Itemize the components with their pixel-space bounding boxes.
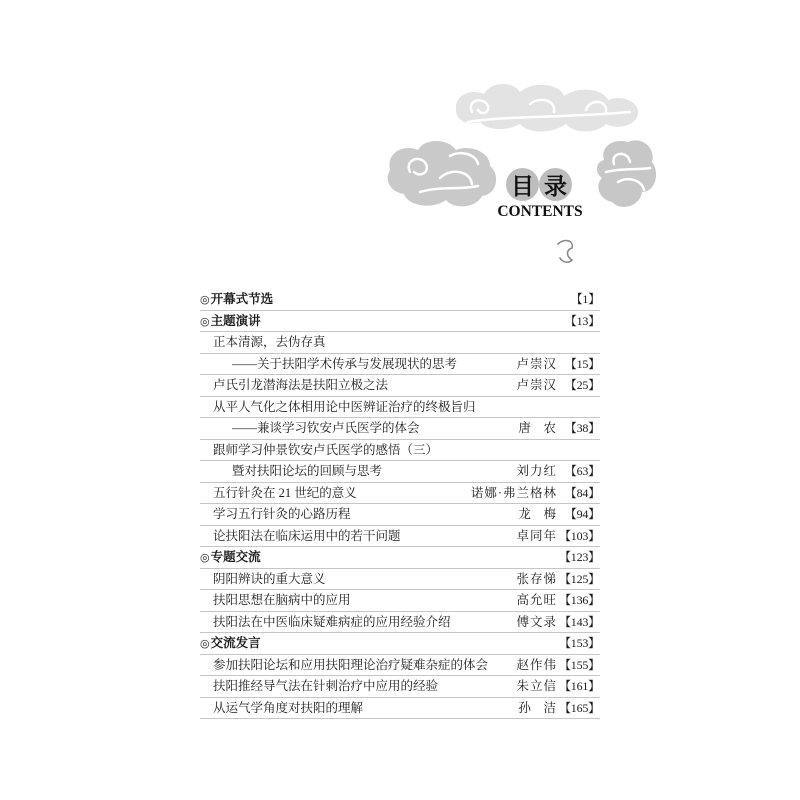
toc-page-number: 【1】: [570, 292, 600, 306]
toc-section-row: [200, 547, 600, 569]
toc-entry-row: [200, 440, 600, 462]
toc-page-number: 【136】: [558, 593, 600, 607]
toc-page-number: 【161】: [558, 679, 600, 693]
toc-entry-title: 五行针灸在 21 世纪的意义: [213, 485, 357, 500]
toc-section-title: 主题演讲: [210, 312, 261, 328]
toc-section-title: 交流发言: [210, 635, 261, 650]
toc-entry-title: 跟师学习仲景钦安卢氏医学的感悟（三）: [213, 442, 439, 457]
toc-section-heading: [200, 289, 273, 311]
toc-entry-row: [200, 676, 600, 698]
title-char: 录: [539, 168, 572, 201]
toc-entry-row: [200, 526, 600, 548]
toc-entry-row: [200, 590, 600, 612]
toc-entry-title: 扶阳法在中医临床疑难病症的应用经验介绍: [213, 614, 451, 629]
toc-entry-author: 朱立信: [516, 679, 557, 693]
cloud-top-icon: [456, 84, 638, 132]
toc-section-title: 开幕式节选: [210, 291, 274, 306]
toc-page-number: 【123】: [558, 550, 600, 564]
toc-entry-author: 卓同年: [516, 528, 557, 543]
toc-entry-title: 论扶阳法在临床运用中的若干问题: [213, 528, 401, 543]
toc-entry-title: 参加扶阳论坛和应用扶阳理论治疗疑难杂症的体会: [213, 657, 489, 672]
toc-page-number: 【103】: [558, 528, 600, 543]
toc-entry-author: 刘力红: [516, 464, 557, 478]
toc-page-number: 【165】: [558, 700, 600, 715]
toc-entry-title: 学习五行针灸的心路历程: [213, 507, 351, 521]
toc-entry-row: [200, 612, 600, 634]
toc-entry-title: 扶阳推经导气法在针刺治疗中应用的经验: [213, 679, 439, 693]
title-char: 目: [506, 168, 539, 201]
table-of-contents: [200, 289, 600, 719]
double-circle-icon: ◎: [200, 551, 210, 564]
toc-page-number: 【94】: [564, 507, 600, 521]
toc-entry-title: 阴阳辨诀的重大意义: [213, 571, 326, 586]
toc-entry-subtitle: ——兼谈学习钦安卢氏医学的体会: [232, 421, 420, 435]
toc-entry-subtitle: ——关于扶阳学术传承与发展现状的思考: [232, 356, 458, 371]
toc-entry-author: 傅文录: [516, 614, 557, 629]
toc-section-row: [200, 289, 600, 311]
toc-section-row: [200, 311, 600, 333]
toc-page-number: 【13】: [564, 313, 600, 328]
toc-entry-row: [200, 354, 600, 376]
toc-page-number: 【38】: [564, 421, 600, 435]
cloud-left-icon: [388, 141, 496, 206]
double-circle-icon: ◎: [200, 314, 210, 328]
toc-entry-author: 诺娜·弗兰格林: [470, 485, 557, 500]
toc-entry-row: [200, 655, 600, 677]
page-subtitle: CONTENTS: [497, 203, 583, 220]
toc-entry-author: 卢崇汉: [516, 356, 557, 371]
toc-section-title: 专题交流: [210, 549, 261, 564]
swirl-mark-icon: [558, 241, 572, 263]
toc-page-number: 【125】: [558, 571, 600, 586]
toc-entry-row: [200, 461, 600, 483]
page-title: [506, 168, 572, 201]
double-circle-icon: ◎: [200, 293, 210, 306]
toc-entry-row: [200, 569, 600, 591]
toc-entry-row: [200, 698, 600, 720]
cloud-right-icon: [597, 140, 656, 207]
toc-entry-title: 正本清源，去伪存真: [213, 335, 326, 349]
toc-entry-title: 从运气学角度对扶阳的理解: [213, 700, 364, 715]
toc-section-row: [200, 633, 600, 655]
toc-page-number: 【143】: [558, 614, 600, 629]
toc-page-number: 【84】: [564, 485, 600, 500]
toc-entry-subtitle: 暨对扶阳论坛的回顾与思考: [232, 464, 383, 478]
toc-entry-author: 张存悌: [516, 571, 557, 586]
toc-section-heading: [200, 547, 261, 569]
toc-section-heading: [200, 633, 261, 655]
toc-entry-author: 卢崇汉: [516, 378, 557, 392]
toc-entry-author: 孙 洁: [518, 700, 557, 715]
toc-entry-author: 唐 农: [518, 421, 557, 435]
toc-page-number: 【15】: [564, 356, 600, 371]
toc-page-number: 【63】: [564, 464, 600, 478]
toc-entry-author: 赵作伟: [516, 657, 557, 672]
toc-entry-row: [200, 397, 600, 419]
toc-entry-title: 卢氏引龙潜海法是扶阳立极之法: [213, 378, 389, 392]
toc-entry-row: [200, 504, 600, 526]
toc-page-number: 【155】: [558, 657, 600, 672]
toc-entry-title: 从平人气化之体相用论中医辨证治疗的终极旨归: [213, 399, 476, 414]
toc-entry-row: [200, 332, 600, 354]
toc-entry-row: [200, 483, 600, 505]
toc-page-number: 【25】: [564, 378, 600, 392]
toc-section-heading: [200, 311, 261, 333]
toc-entry-title: 扶阳思想在脑病中的应用: [213, 593, 351, 607]
double-circle-icon: ◎: [200, 637, 210, 650]
toc-page-number: 【153】: [558, 636, 600, 650]
toc-entry-row: [200, 375, 600, 397]
toc-entry-author: 龙 梅: [518, 507, 557, 521]
toc-entry-row: [200, 418, 600, 440]
toc-entry-author: 高允旺: [516, 593, 557, 607]
